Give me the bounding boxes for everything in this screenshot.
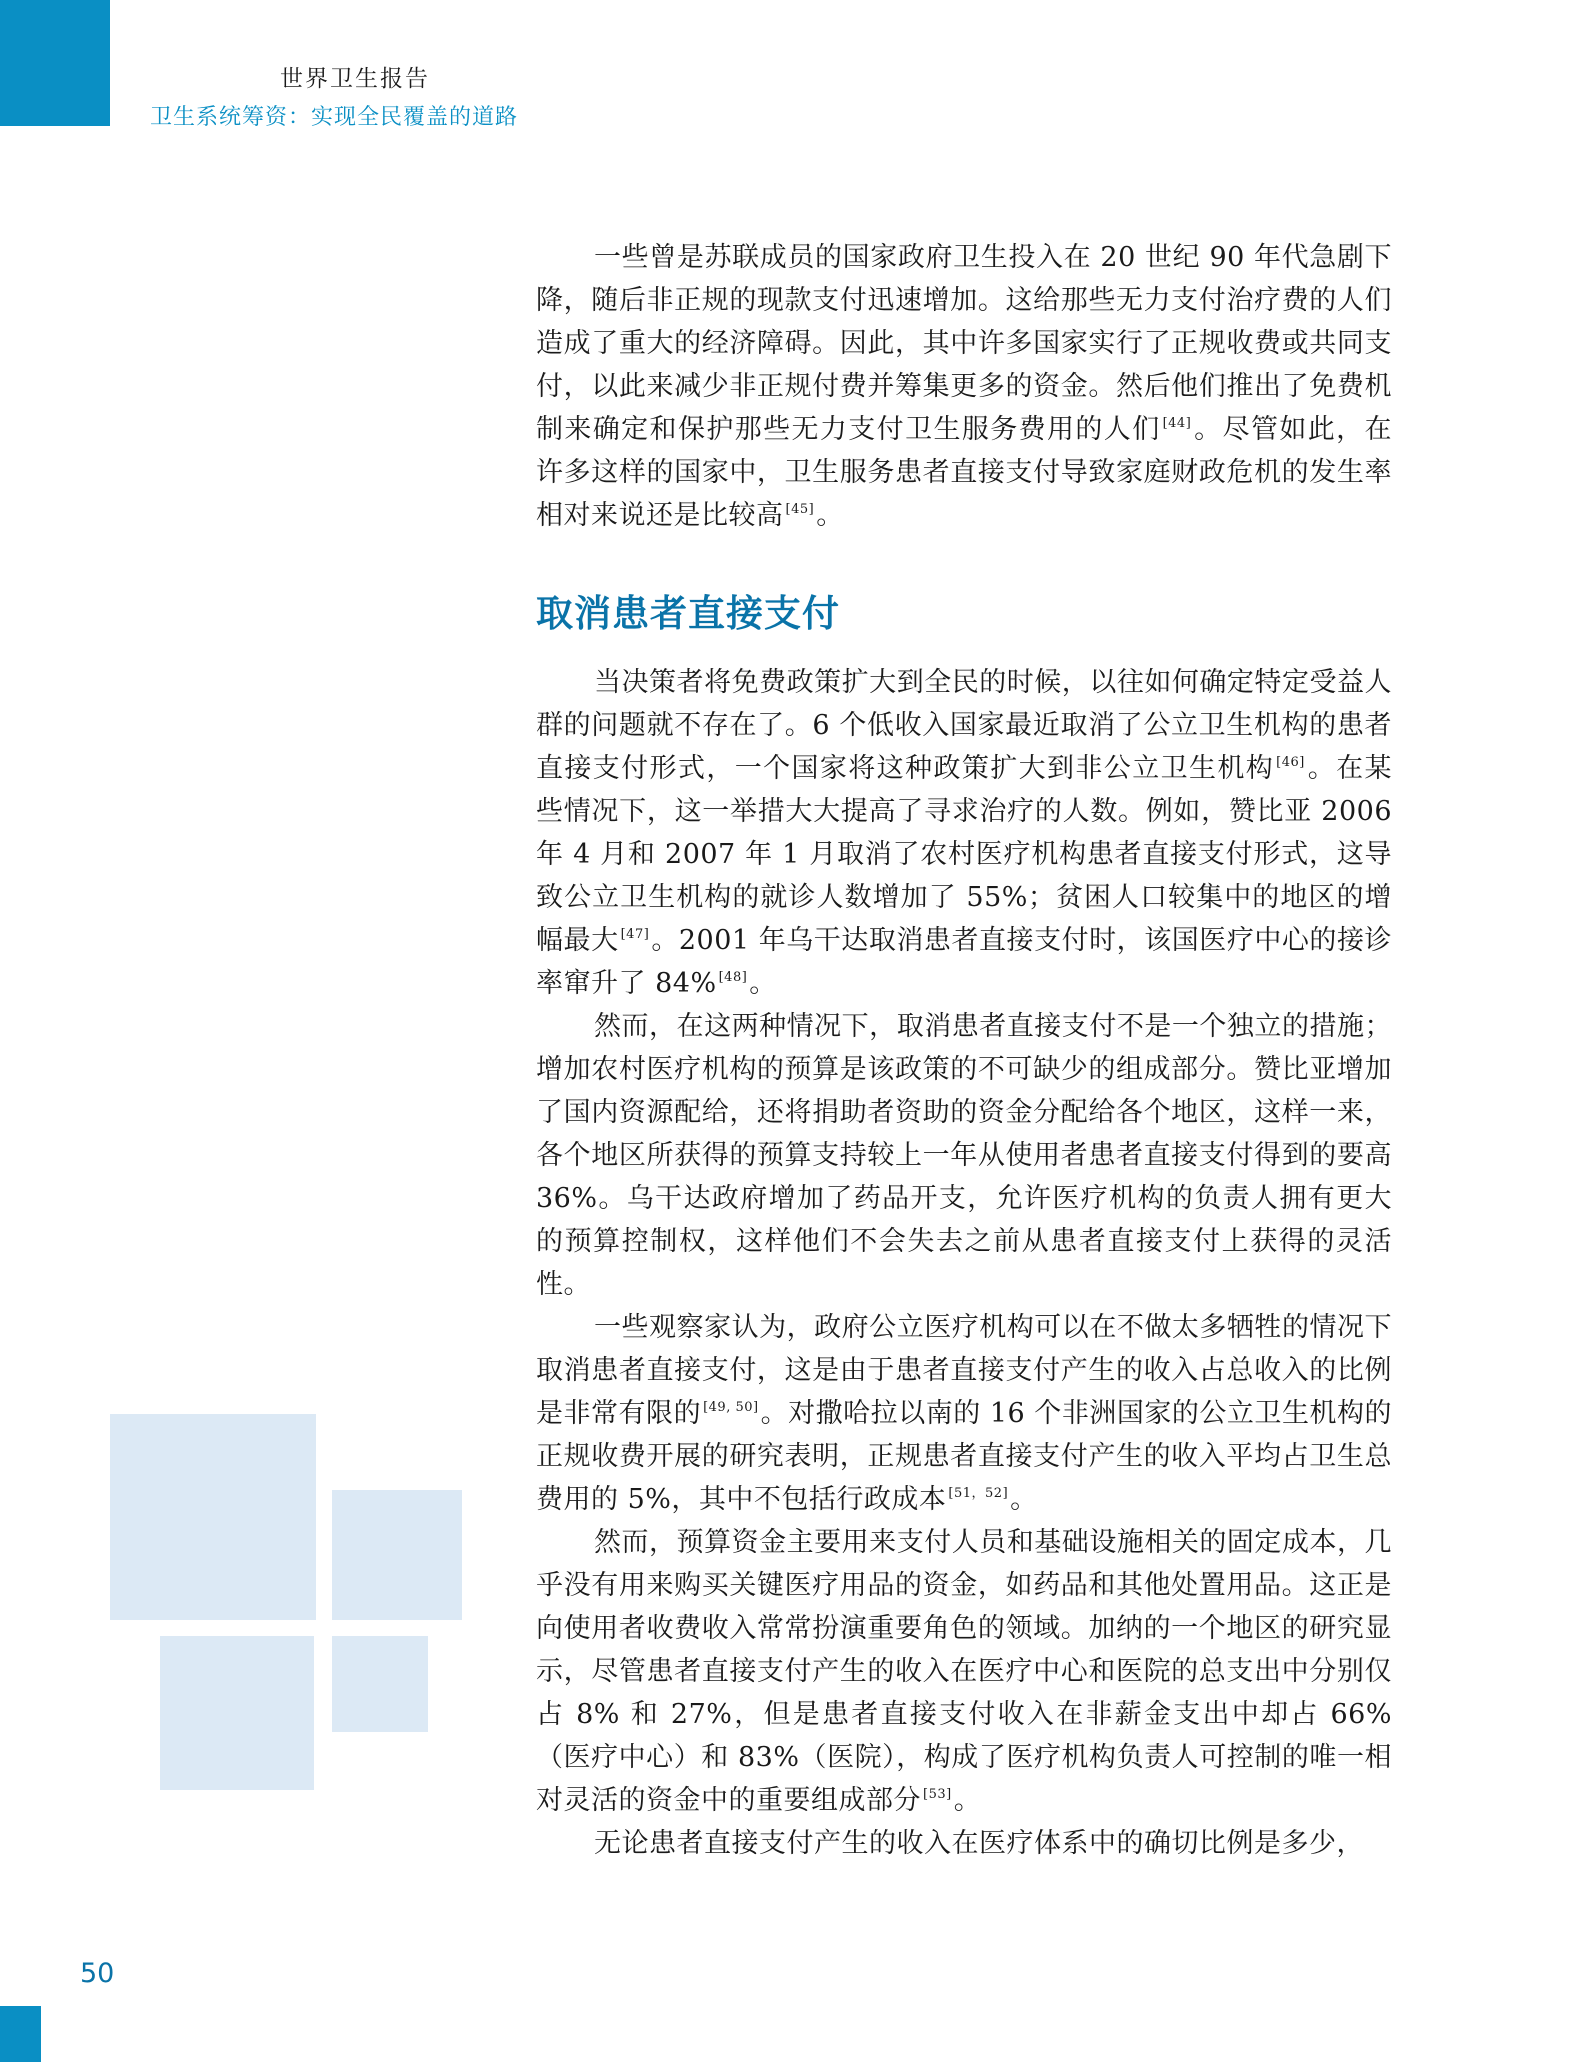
citation: [51，52]: [948, 1486, 1009, 1501]
running-header-subtitle: 卫生系统筹资：实现全民覆盖的道路: [150, 105, 519, 130]
section-paragraph-5: 无论患者直接支付产生的收入在医疗体系中的确切比例是多少，: [594, 1828, 1364, 1859]
citation: [53]: [923, 1787, 952, 1802]
section-paragraph-2: 然而，在这两种情况下，取消患者直接支付不是一个独立的措施；增加农村医疗机构的预算是该政策的不可缺少的组成部分。赞比亚增加了国内资源配给，还将捐助者资助的资金分配给各个地区，这样一来，各个地区所获得的预算支持较上一年从使用者患者直接支付得到的要高 36%。乌干达政府增加了药品开支，允许医疗机构的负责人拥有更大的预算控制权，这样他们不会失去之前从患者直接支付上获得的灵活性。: [536, 1011, 1392, 1300]
running-header-title: 世界卫生报告: [280, 66, 430, 92]
section-heading: 取消患者直接支付: [536, 592, 840, 635]
citation: [45]: [785, 502, 815, 517]
decorative-square-1: [110, 1414, 316, 1620]
decorative-square-4: [332, 1636, 428, 1732]
section-paragraph-1: 当决策者将免费政策扩大到全民的时候，以往如何确定特定受益人群的问题就不存在了。6 个低收入国家最近取消了公立卫生机构的患者直接支付形式，一个国家将这种政策扩大到非公立卫生机构 [46]。在某些情况下，这一举措大大提高了寻求治疗的人数。例如，赞比亚 2006 年 4 月和 2007 年 1 月取消了农村医疗机构患者直接支付形式，这导致公立卫生机构的就诊人数增加了 55%；贫困人口较集中的地区的增幅最大 [47]。2001 年乌干达取消患者直接支付时，该国医疗中心的接诊率窜升了 84% [48]。: [536, 667, 1393, 999]
page-number: 50: [80, 1958, 115, 1989]
decorative-square-3: [160, 1636, 314, 1790]
citation: [46]: [1276, 755, 1305, 770]
citation: [44]: [1162, 416, 1192, 431]
section-paragraph-4: 然而，预算资金主要用来支付人员和基础设施相关的固定成本，几乎没有用来购买关键医疗用品的资金，如药品和其他处置用品。这正是向使用者收费收入常常扮演重要角色的领域。加纳的一个地区的研究显示，尽管患者直接支付产生的收入在医疗中心和医院的总支出中分别仅占 8% 和 27%，但是患者直接支付收入在非薪金支出中却占 66%（医疗中心）和 83%（医院），构成了医疗机构负责人可控制的唯一相对灵活的资金中的重要组成部分 [53]。: [536, 1527, 1392, 1816]
section-paragraph-3: 一些观察家认为，政府公立医疗机构可以在不做太多牺牲的情况下取消患者直接支付，这是由于患者直接支付产生的收入占总收入的比例是非常有限的 [49, 50]。对撒哈拉以南的 16 个非洲国家的公立卫生机构的正规收费开展的研究表明，正规患者直接支付产生的收入平均占卫生总费用的 5%，其中不包括行政成本 [51，52]。: [536, 1312, 1392, 1515]
main-text-column: [536, 236, 1392, 1865]
citation: [47]: [620, 927, 650, 942]
decorative-square-2: [332, 1490, 462, 1620]
citation: [48]: [718, 970, 748, 985]
intro-paragraph: 一些曾是苏联成员的国家政府卫生投入在 20 世纪 90 年代急剧下降，随后非正规的现款支付迅速增加。这给那些无力支付治疗费的人们造成了重大的经济障碍。因此，其中许多国家实行了正规收费或共同支付，以此来减少非正规付费并筹集更多的资金。然后他们推出了免费机制来确定和保护那些无力支付卫生服务费用的人们 [44]。尽管如此，在许多这样的国家中，卫生服务患者直接支付导致家庭财政危机的发生率相对来说还是比较高 [45]。: [536, 242, 1393, 531]
corner-color-block: [0, 0, 110, 126]
corner-color-block-bottom: [0, 2006, 41, 2062]
citation: [49, 50]: [703, 1400, 759, 1415]
